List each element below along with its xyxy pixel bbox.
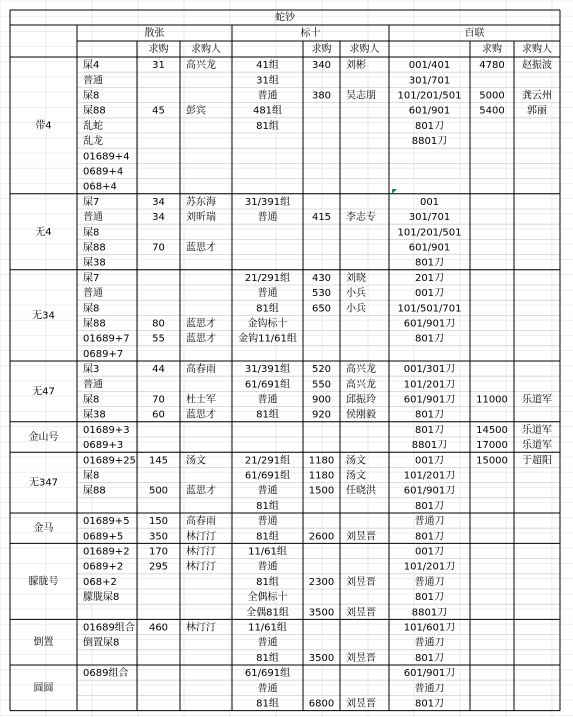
table-cell: 屎8 (83, 227, 100, 239)
table-cell: 801刀 (414, 409, 445, 421)
table-cell: 屎7 (83, 196, 100, 208)
comment-marker-icon (392, 189, 397, 194)
table-cell: 蓝思才 (186, 409, 216, 421)
table-cell: 340 (311, 60, 332, 72)
table-cell: 普通 (83, 288, 103, 300)
table-cell: 350 (148, 531, 169, 543)
table-cell: 44 (152, 364, 165, 376)
table-cell: 普通 (257, 212, 278, 224)
table-cell: 8801刀 (411, 607, 448, 619)
table-cell: 汤文 (186, 455, 206, 467)
table-cell: 900 (311, 394, 332, 406)
table-cell: 70 (152, 242, 165, 254)
table-cell: 0689+5 (83, 531, 124, 543)
table-cell: 小兵 (346, 288, 366, 300)
table-cell: 乐道军 (522, 394, 552, 406)
table-cell: 屎88 (83, 318, 106, 330)
table-cell: 601/901 (408, 242, 451, 254)
table-cell: 苏东海 (186, 196, 216, 208)
table-cell: 金钩标十 (247, 318, 288, 330)
table-cell: 0689+2 (83, 561, 124, 573)
table-cell: 屎8 (83, 470, 100, 482)
table-cell: 普通刀 (414, 516, 445, 528)
table-cell: 21/291组 (244, 272, 291, 284)
section-label: 无4 (35, 226, 52, 238)
table-cell: 屎88 (83, 242, 106, 254)
table-cell: 31组 (256, 75, 279, 87)
table-cell: 李志专 (346, 212, 376, 224)
table-cell: 高兴龙 (186, 60, 216, 72)
table-cell: 61/691组 (244, 379, 291, 391)
table-cell: 01689+25 (83, 455, 136, 467)
section-label: 倒置 (33, 637, 54, 649)
table-cell: 1500 (308, 485, 335, 497)
table-cell: 01689组合 (83, 622, 135, 634)
table-cell: 1180 (308, 455, 335, 467)
table-cell: 801刀 (414, 120, 445, 132)
table-cell: 4780 (479, 60, 505, 72)
column-header: 求购 (311, 44, 332, 55)
table-cell: 601/901刀 (403, 318, 456, 330)
table-cell: 81组 (256, 120, 279, 132)
table-cell: 屎38 (83, 257, 106, 269)
table-cell: 高兴龙 (346, 364, 376, 376)
table-cell: 屎88 (83, 485, 106, 497)
column-header: 求购 (482, 44, 502, 55)
table-cell: 415 (311, 212, 332, 224)
table-cell: 11000 (476, 394, 508, 406)
table-cell: 01689+7 (83, 333, 130, 345)
table-cell: 0689+7 (83, 348, 124, 360)
table-cell: 0689组合 (83, 668, 129, 680)
table-cell: 邱振玲 (346, 394, 376, 406)
table-cell: 0689+4 (83, 166, 124, 178)
section-label: 朦胧号 (28, 576, 59, 588)
table-cell: 3500 (308, 607, 335, 619)
table-cell: 2600 (308, 531, 335, 543)
table-cell: 430 (311, 272, 332, 284)
table-cell: 任晓洪 (346, 485, 376, 497)
table-cell: 81组 (256, 500, 279, 512)
table-cell: 屎88 (83, 105, 106, 117)
table-cell: 301/701 (408, 75, 451, 87)
table-cell: 17000 (476, 440, 508, 452)
table-cell: 乱龙 (83, 136, 103, 148)
column-header: 求购 (148, 44, 169, 55)
table-cell: 001刀 (414, 455, 445, 467)
section-label: 无34 (32, 310, 55, 322)
table-cell: 刘昱晋 (346, 531, 376, 543)
table-cell: 15000 (476, 455, 508, 467)
table-cell: 001 (419, 196, 440, 208)
table-cell: 80 (152, 318, 165, 330)
table-cell: 60 (152, 409, 165, 421)
table-cell: 55 (152, 333, 165, 345)
table-cell: 31/391组 (244, 196, 291, 208)
table-cell: 920 (311, 409, 332, 421)
table-cell: 01689+3 (83, 424, 130, 436)
table-cell: 801刀 (414, 500, 445, 512)
table-cell: 8801刀 (411, 440, 448, 452)
table-cell: 屎8 (83, 303, 100, 315)
table-cell: 34 (152, 196, 165, 208)
table-cell: 601/901 (408, 105, 451, 117)
table-cell: 普通 (257, 561, 278, 573)
table-cell: 14500 (476, 424, 508, 436)
table-cell: 001刀 (414, 546, 445, 558)
table-cell: 普通刀 (414, 576, 445, 588)
table-cell: 林汀汀 (186, 561, 216, 573)
table-cell: 601/901刀 (403, 668, 456, 680)
table-cell: 乐道军 (522, 424, 552, 436)
table-cell: 801刀 (414, 257, 445, 269)
table-cell: 81组 (256, 531, 279, 543)
table-cell: 801刀 (414, 652, 445, 664)
table-cell: 801刀 (414, 698, 445, 710)
table-cell: 001刀 (414, 288, 445, 300)
table-cell: 普通 (83, 75, 103, 87)
table-cell: 801刀 (414, 592, 445, 604)
table-cell: 郭丽 (527, 105, 547, 117)
table-cell: 普通 (83, 379, 103, 391)
table-cell: 31/391组 (244, 364, 291, 376)
table-cell: 0689+3 (83, 440, 124, 452)
table-cell: 2300 (308, 576, 335, 588)
table-cell: 11/61组 (248, 546, 287, 558)
section-label: 金马 (33, 523, 54, 535)
table-cell: 801刀 (414, 531, 445, 543)
table-cell: 普通 (257, 485, 278, 497)
table-cell: 068+2 (83, 576, 117, 588)
table-cell: 乱蛇 (83, 120, 103, 132)
table-cell: 彭宾 (186, 105, 206, 117)
table-cell: 145 (148, 455, 169, 467)
table-cell: 301/701 (408, 212, 451, 224)
table-cell: 601/901刀 (403, 485, 456, 497)
table-cell: 刘昱晋 (346, 698, 376, 710)
table-cell: 3500 (308, 652, 335, 664)
section-label: 无47 (32, 386, 55, 398)
table-cell: 6800 (308, 698, 335, 710)
table-cell: 170 (148, 546, 169, 558)
table-cell: 金钩11/61组 (238, 333, 297, 345)
table-cell: 乐道军 (522, 440, 552, 452)
table-cell: 普通 (257, 637, 278, 649)
table-cell: 500 (148, 485, 169, 497)
table-cell: 550 (311, 379, 332, 391)
table-cell: 屎3 (83, 364, 100, 376)
table-cell: 普通 (257, 90, 278, 102)
table-cell: 高兴龙 (346, 379, 376, 391)
table-cell: 81组 (256, 652, 279, 664)
table-cell: 295 (148, 561, 169, 573)
table-cell: 普通刀 (414, 637, 445, 649)
table-cell: 001/401 (408, 60, 451, 72)
table-cell: 068+4 (83, 181, 117, 193)
table-cell: 150 (148, 516, 169, 528)
table-cell: 45 (152, 105, 165, 117)
table-cell: 801刀 (414, 424, 445, 436)
table-cell: 蓝思才 (186, 485, 216, 497)
table-cell: 汤文 (346, 470, 366, 482)
table-cell: 刘彬 (346, 60, 366, 72)
table-cell: 01689+2 (83, 546, 130, 558)
table-cell: 101/601刀 (403, 622, 456, 634)
table-cell: 刘昕瑞 (186, 212, 216, 224)
table-cell: 高春雨 (186, 516, 216, 528)
table-cell: 5000 (479, 90, 505, 102)
table-cell: 21/291组 (244, 455, 291, 467)
table-cell: 普通 (257, 683, 278, 695)
table-cell: 481组 (252, 105, 283, 117)
table-cell: 81组 (256, 698, 279, 710)
table-cell: 530 (311, 288, 332, 300)
table-cell: 赵振波 (522, 60, 552, 72)
table-cell: 11/61组 (248, 622, 287, 634)
table-cell: 101/501/701 (397, 303, 462, 315)
table-cell: 70 (152, 394, 165, 406)
table-cell: 001/301刀 (403, 364, 456, 376)
table-cell: 龚云州 (522, 90, 552, 102)
sheet-title: 蛇钞 (275, 12, 295, 24)
table-cell: 屎8 (83, 394, 100, 406)
table-cell: 朦胧屎8 (83, 592, 120, 604)
table-cell: 5400 (479, 105, 505, 117)
table-cell: 刘昱晋 (346, 607, 376, 619)
column-header: 求购人 (191, 44, 221, 55)
table-cell: 蓝思才 (186, 318, 216, 330)
table-cell: 81组 (256, 409, 279, 421)
table-cell: 汤文 (346, 455, 366, 467)
table-cell: 蓝思才 (186, 242, 216, 254)
group-header: 标十 (300, 28, 321, 39)
table-cell: 101/201/501 (397, 227, 462, 239)
table-cell: 刘晓 (346, 272, 366, 284)
table-cell: 普通 (257, 516, 278, 528)
table-cell: 601/901刀 (403, 394, 456, 406)
table-cell: 801刀 (414, 333, 445, 345)
table-cell: 31 (152, 60, 165, 72)
table-cell: 刘昱晋 (346, 652, 376, 664)
table-cell: 高春雨 (186, 364, 216, 376)
table-cell: 屎38 (83, 409, 106, 421)
table-cell: 屎7 (83, 272, 100, 284)
table-cell: 380 (311, 90, 332, 102)
table-cell: 1180 (308, 470, 335, 482)
table-cell: 杜士军 (186, 394, 216, 406)
table-cell: 460 (148, 622, 169, 634)
table-cell: 全偶81组 (246, 607, 289, 619)
table-cell: 201刀 (414, 272, 445, 284)
table-cell: 81组 (256, 576, 279, 588)
table-cell: 520 (311, 364, 332, 376)
table-cell: 101/201刀 (403, 470, 456, 482)
section-label: 无347 (28, 477, 59, 489)
group-header: 百联 (464, 28, 485, 39)
table-cell: 101/201/501 (397, 90, 462, 102)
table-cell: 01689+5 (83, 516, 130, 528)
group-header: 散张 (144, 28, 165, 39)
table-cell: 于超阳 (522, 455, 552, 467)
table-cell: 61/691组 (244, 668, 291, 680)
table-cell: 34 (152, 212, 165, 224)
table-cell: 屎8 (83, 90, 100, 102)
table-cell: 林汀汀 (186, 622, 216, 634)
table-cell: 普通 (83, 212, 103, 224)
table-cell: 林汀汀 (186, 546, 216, 558)
table-cell: 普通 (257, 394, 278, 406)
table-cell: 刘昱晋 (346, 576, 376, 588)
table-cell: 41组 (256, 60, 279, 72)
table-cell: 侯刚毅 (346, 409, 376, 421)
table-cell: 林汀汀 (186, 531, 216, 543)
table-cell: 101/201刀 (403, 379, 456, 391)
section-label: 金山号 (28, 432, 59, 443)
table-cell: 650 (311, 303, 332, 315)
column-header: 求购人 (522, 44, 552, 55)
table-cell: 吴志朋 (346, 90, 376, 102)
table-cell: 全偶标十 (247, 592, 288, 604)
table-cell: 8801刀 (411, 136, 448, 148)
table-cell: 81组 (256, 303, 279, 315)
table-cell: 蓝思才 (186, 333, 216, 345)
table-cell: 普通刀 (414, 683, 445, 695)
table-cell: 61/691组 (244, 470, 291, 482)
table-cell: 普通 (257, 288, 278, 300)
table-cell: 小兵 (346, 303, 366, 315)
section-label: 带4 (35, 120, 52, 132)
table-cell: 01689+4 (83, 151, 130, 163)
table-cell: 101/201刀 (403, 561, 456, 573)
section-label: 圆圆 (33, 682, 54, 694)
table-cell: 倒置屎8 (83, 637, 120, 649)
table-cell: 屎4 (83, 60, 100, 72)
column-header: 求购人 (349, 44, 380, 55)
